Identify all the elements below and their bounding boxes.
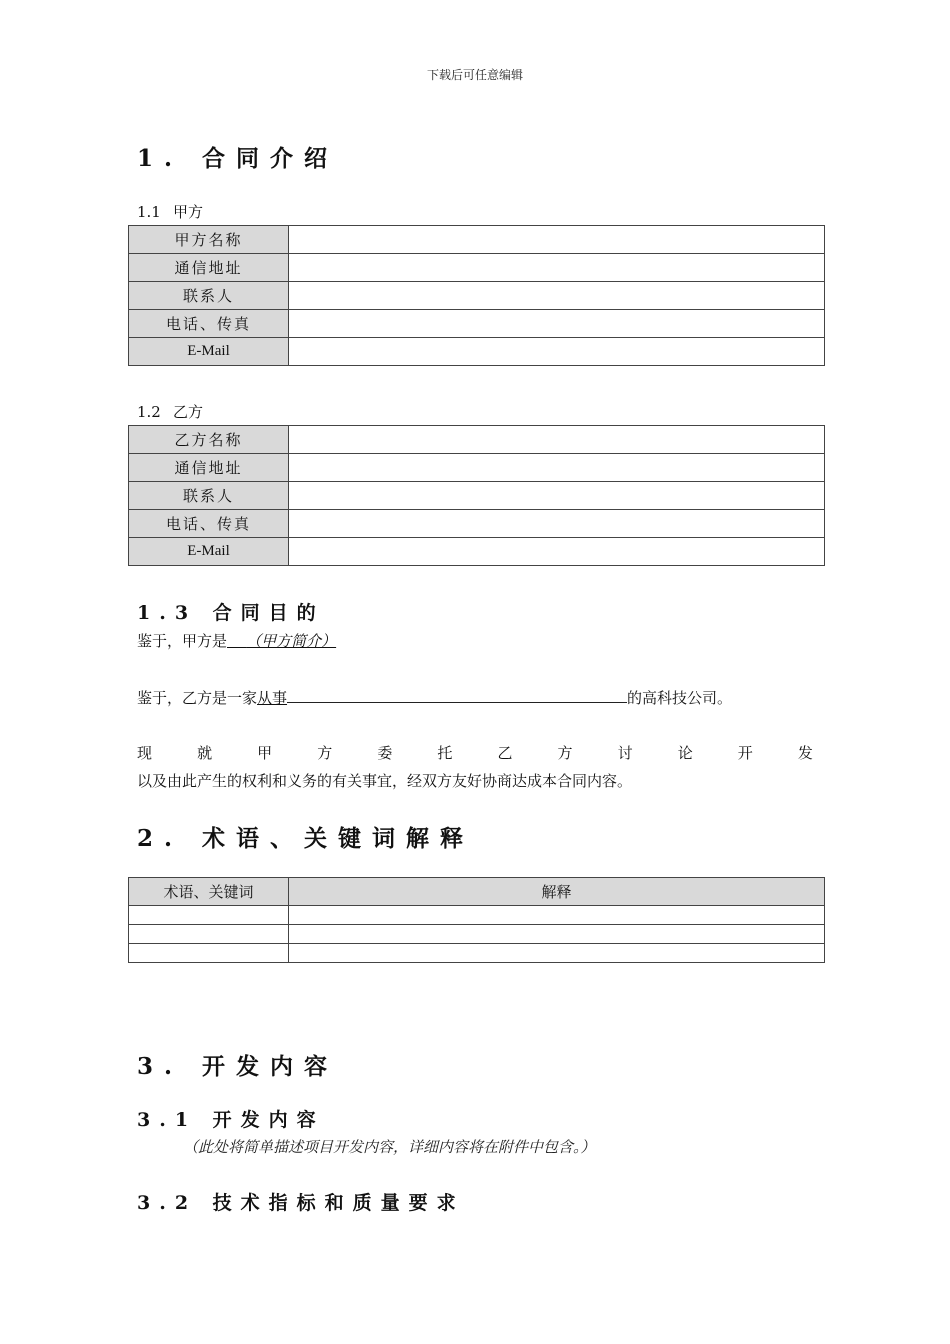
purpose-char: 方 <box>557 744 573 762</box>
party-a-address-label: 通信地址 <box>129 254 289 282</box>
table-row <box>129 925 825 944</box>
table-row <box>129 454 825 482</box>
term-cell[interactable] <box>129 906 289 925</box>
purpose-char: 方 <box>317 744 333 762</box>
party-a-contact-value[interactable] <box>289 282 825 310</box>
party-a-contact-label: 联系人 <box>129 282 289 310</box>
party-a-number: 1.1 <box>137 203 161 221</box>
explanation-cell[interactable] <box>289 925 825 944</box>
purpose-char: 委 <box>377 744 393 762</box>
terms-header-explanation: 解释 <box>289 878 825 906</box>
terms-table <box>128 877 825 963</box>
table-row <box>129 254 825 282</box>
business-blank[interactable] <box>287 686 627 703</box>
section-2-title: 2. 术语、关键词解释 <box>137 825 475 852</box>
purpose-p2-prefix: 鉴于，乙方是一家 <box>137 689 258 707</box>
party-b-table <box>128 425 825 566</box>
party-b-number: 1.2 <box>137 403 161 421</box>
purpose-char: 托 <box>437 744 453 762</box>
purpose-p2-underlined: 从事 <box>257 689 288 707</box>
table-row <box>129 310 825 338</box>
purpose-char: 讨 <box>617 744 633 762</box>
party-b-contact-label: 联系人 <box>129 482 289 510</box>
tech-requirements-title: 3.2 技术指标和质量要求 <box>137 1192 465 1214</box>
page-header: 下载后可任意编辑 <box>426 68 523 82</box>
purpose-char: 发 <box>797 744 813 762</box>
table-row <box>129 338 825 366</box>
table-row <box>129 510 825 538</box>
explanation-cell[interactable] <box>289 944 825 963</box>
dev-content-note: （此处将简单描述项目开发内容，详细内容将在附件中包含。） <box>183 1138 596 1156</box>
party-a-email-value[interactable] <box>289 338 825 366</box>
table-row <box>129 906 825 925</box>
party-b-heading <box>137 401 203 422</box>
purpose-char: 开 <box>737 744 753 762</box>
party-a-table <box>128 225 825 366</box>
section-3-title: 3. 开发内容 <box>137 1053 339 1080</box>
table-row <box>129 482 825 510</box>
party-b-address-value[interactable] <box>289 454 825 482</box>
purpose-paragraph-1 <box>137 630 336 651</box>
party-b-email-label: E-Mail <box>129 538 289 566</box>
party-a-phone-value[interactable] <box>289 310 825 338</box>
terms-header-term: 术语、关键词 <box>129 878 289 906</box>
purpose-paragraph-2 <box>137 686 732 708</box>
section-1-title: 1. 合同介绍 <box>137 145 339 172</box>
party-b-email-value[interactable] <box>289 538 825 566</box>
party-b-address-label: 通信地址 <box>129 454 289 482</box>
terms-table-header <box>129 878 825 906</box>
party-a-name-value[interactable] <box>289 226 825 254</box>
party-a-phone-label: 电话、传真 <box>129 310 289 338</box>
party-a-intro-text: （甲方简介） <box>246 632 337 650</box>
purpose-title: 1.3 合同目的 <box>137 602 325 624</box>
explanation-cell[interactable] <box>289 906 825 925</box>
table-row <box>129 944 825 963</box>
table-row <box>129 282 825 310</box>
party-b-name-label: 乙方名称 <box>129 426 289 454</box>
party-b-phone-label: 电话、传真 <box>129 510 289 538</box>
purpose-char: 就 <box>197 744 213 762</box>
purpose-char: 现 <box>137 744 153 762</box>
purpose-p1-prefix: 鉴于，甲方是 <box>137 632 228 650</box>
purpose-char: 甲 <box>257 744 273 762</box>
party-b-label: 乙方 <box>173 403 204 421</box>
party-a-email-label: E-Mail <box>129 338 289 366</box>
party-a-label: 甲方 <box>173 203 204 221</box>
term-cell[interactable] <box>129 944 289 963</box>
party-b-phone-value[interactable] <box>289 510 825 538</box>
purpose-char: 论 <box>677 744 693 762</box>
party-b-contact-value[interactable] <box>289 482 825 510</box>
party-b-name-value[interactable] <box>289 426 825 454</box>
party-a-intro-placeholder[interactable] <box>227 632 336 650</box>
party-a-heading <box>137 201 203 222</box>
party-a-name-label: 甲方名称 <box>129 226 289 254</box>
dev-content-title: 3.1 开发内容 <box>137 1109 325 1131</box>
table-row <box>129 226 825 254</box>
purpose-paragraph-3-line-2: 以及由此产生的权利和义务的有关事宜，经双方友好协商达成本合同内容。 <box>137 772 633 790</box>
party-a-address-value[interactable] <box>289 254 825 282</box>
table-row <box>129 426 825 454</box>
purpose-paragraph-3-line-1 <box>137 742 813 763</box>
purpose-char: 乙 <box>497 744 513 762</box>
term-cell[interactable] <box>129 925 289 944</box>
table-row <box>129 538 825 566</box>
purpose-p2-suffix: 的高科技公司。 <box>627 689 733 707</box>
